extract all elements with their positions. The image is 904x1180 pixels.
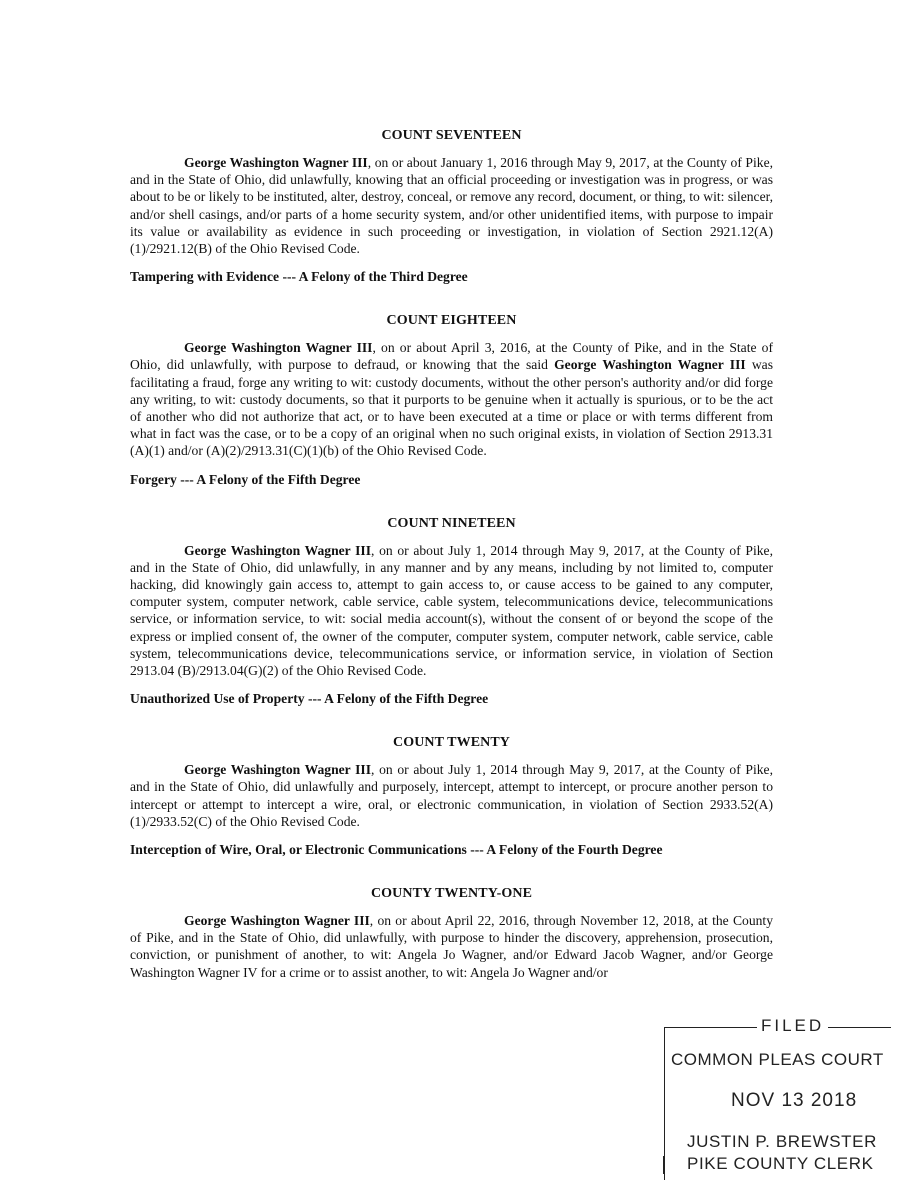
count-text: , on or about April 22, 2016, through November 12, 2018, at the County of Pike, and in the State of Ohio, did unlawfully, with purpose to hinder the discovery, apprehension, prosecution, conviction, or punishment of another, to wit: Angela Jo Wagner, and/or Edward Jacob Wagner, and/or George Washington Wagner IV for a crime or to assist another, to wit: Angela Jo Wagner and/or bbox=[130, 913, 773, 980]
count-twenty bbox=[130, 735, 773, 858]
count-eighteen bbox=[130, 313, 773, 487]
count-text: , on or about January 1, 2016 through May 9, 2017, at the County of Pike, and in the State of Ohio, did unlawfully, knowing that an official proceeding or investigation was in progress, or was about to be or likely to be instituted, alter, destroy, conceal, or remove any record, document, or thing, to wit: silencer, and/or shell casings, and/or parts of a home security system, and/or other unidentified items, with purpose to impair its value or availability as evidence in such proceeding or investigation, in violation of Section 2921.12(A)(1)/2921.12(B) of the Ohio Revised Code. bbox=[130, 155, 773, 257]
defendant-name: George Washington Wagner III bbox=[554, 357, 746, 373]
offense-line: Interception of Wire, Oral, or Electronic Communications --- A Felony of the Fourth Degree bbox=[130, 842, 663, 858]
stamp-clerk: JUSTIN P. BREWSTER bbox=[687, 1132, 877, 1151]
stamp-court: COMMON PLEAS COURT bbox=[671, 1050, 884, 1069]
defendant-name: George Washington Wagner III bbox=[184, 762, 371, 778]
count-body bbox=[130, 542, 773, 680]
stamp-date: NOV 13 2018 bbox=[731, 1090, 858, 1111]
offense-line: Unauthorized Use of Property --- A Felony of the Fifth Degree bbox=[130, 691, 489, 707]
defendant-name: George Washington Wagner III bbox=[184, 913, 370, 929]
count-title: COUNT EIGHTEEN bbox=[386, 313, 517, 329]
offense-line: Tampering with Evidence --- A Felony of the Third Degree bbox=[130, 269, 468, 285]
offense-line: Forgery --- A Felony of the Fifth Degree bbox=[130, 471, 361, 487]
defendant-name: George Washington Wagner III bbox=[184, 155, 368, 170]
defendant-name: George Washington Wagner III bbox=[184, 542, 371, 558]
count-text: was facilitating a fraud, forge any writing to wit: custody documents, without the other person's authority and/or did forge any writing, to wit: custody documents, so that it purports to be genuine when it actually is spurious, or to be the act of another who did not authorize that act, or to have been executed at a time or place or with terms different from what in fact was the case, or to be a copy of an original when no such original exists, in violation of Section 2913.31 (A)(1) and/or (A)(2)/2913.31(C)(1)(b) of the Ohio Revised Code. bbox=[130, 357, 773, 459]
count-text: , on or about July 1, 2014 through May 9, 2017, at the County of Pike, and in the State of Ohio, did unlawfully and purposely, intercept, attempt to intercept, or procure another person to intercept or attempt to intercept a wire, oral, or electronic communication, in violation of Section 2933.52(A)(1)/2933.52(C) of the Ohio Revised Code. bbox=[130, 762, 773, 829]
count-text: , on or about July 1, 2014 through May 9, 2017, at the County of Pike, and in the State of Ohio, did unlawfully, in any manner and by any means, including by not limited to, computer hacking, did knowingly gain access to, attempt to gain access to, or cause access to be gained to any computer, computer system, computer network, cable service, cable system, telecommunications device, telecommunications service, or information service, to wit: social media account(s), without the consent of or beyond the scope of the express or implied consent of, the owner of the computer, computer system, computer network, cable service, cable system, telecommunications device, telecommunications service, or information service, in violation of Section 2913.04 (B)/2913.04(G)(2) of the Ohio Revised Code. bbox=[130, 542, 773, 679]
count-seventeen bbox=[130, 128, 773, 285]
count-title: COUNT NINETEEN bbox=[387, 515, 516, 531]
count-title: COUNTY TWENTY-ONE bbox=[370, 886, 533, 902]
document-page bbox=[130, 128, 773, 1009]
count-body bbox=[130, 154, 773, 257]
filed-stamp bbox=[664, 1016, 891, 1180]
count-twenty-one bbox=[130, 886, 773, 981]
count-nineteen bbox=[130, 516, 773, 708]
stamp-border-tick bbox=[663, 1156, 665, 1174]
count-body bbox=[130, 761, 773, 830]
count-body bbox=[130, 912, 773, 981]
count-text: , on or about April 3, 2016, at the County of Pike, and in the State of Ohio, did unlawfully, with purpose to defraud, or knowing that the said bbox=[130, 340, 773, 373]
stamp-filed: FILED bbox=[757, 1016, 828, 1036]
count-body bbox=[130, 339, 773, 459]
count-title: COUNT SEVENTEEN bbox=[381, 128, 522, 143]
count-title: COUNT TWENTY bbox=[393, 735, 510, 751]
stamp-county: PIKE COUNTY CLERK bbox=[687, 1154, 874, 1173]
defendant-name: George Washington Wagner III bbox=[184, 340, 373, 356]
